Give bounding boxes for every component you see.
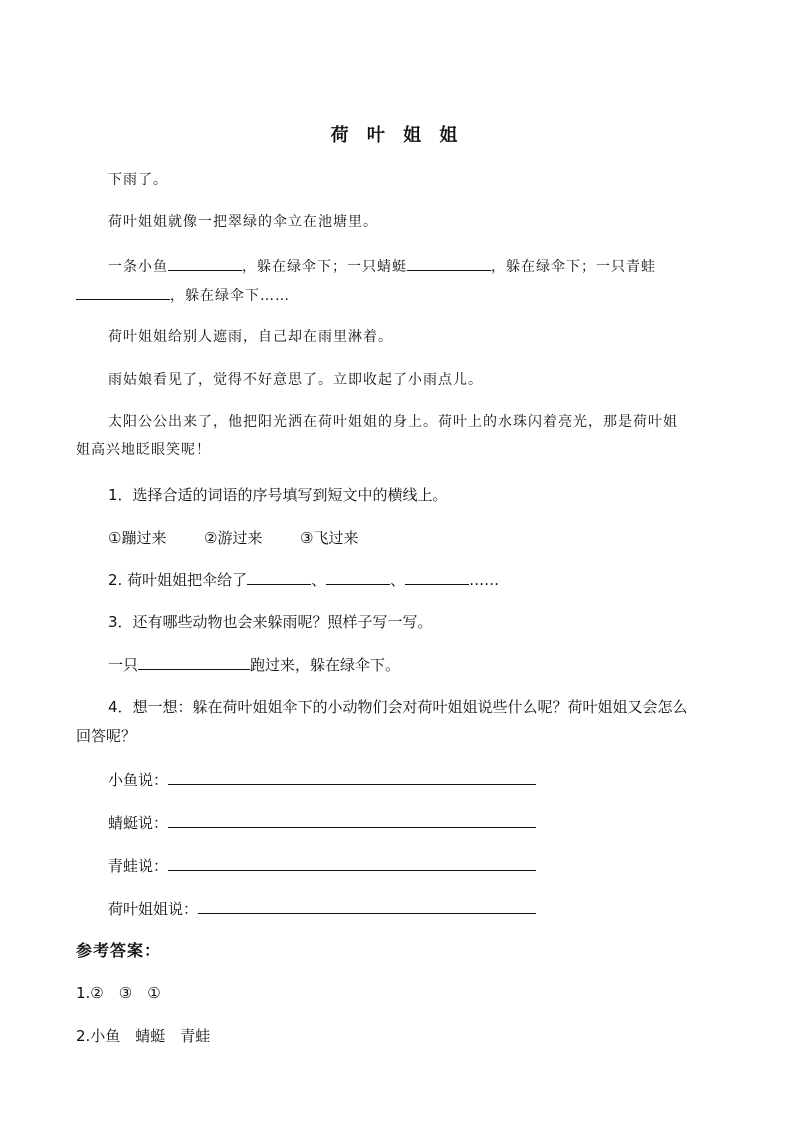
answer-1: 1.② ③ ① <box>76 984 161 1002</box>
story-paragraph-3-cont <box>76 285 290 306</box>
question-3-example <box>108 655 400 675</box>
story-paragraph-5: 雨姑娘看见了，觉得不好意思了。立即收起了小雨点儿。 <box>108 372 483 388</box>
question-4-line-1: 4．想一想：躲在荷叶姐姐伞下的小动物们会对荷叶姐姐说些什么呢？荷叶姐姐又会怎么 <box>108 698 688 716</box>
story-paragraph-6-line-2: 姐高兴地眨眼笑呢！ <box>76 442 211 458</box>
question-1-options <box>108 528 358 548</box>
answer-blank-1[interactable] <box>247 570 311 585</box>
story-p3-part-a: 一条小鱼 <box>108 259 168 275</box>
dragonfly-says-label: 蜻蜓说： <box>108 814 169 832</box>
question-3-prefix: 一只 <box>108 656 139 674</box>
fish-says-line[interactable] <box>168 770 536 785</box>
question-3-suffix: 跑过来，躲在绿伞下。 <box>250 656 401 674</box>
answer-blank-3[interactable] <box>405 570 469 585</box>
question-3: 3．还有哪些动物也会来躲雨呢？照样子写一写。 <box>108 613 433 631</box>
story-p3-part-b: ，躲在绿伞下；一只蜻蜓 <box>242 259 407 275</box>
animal-blank[interactable] <box>138 655 250 670</box>
question-2-suffix: …… <box>469 571 500 589</box>
question-2-sep-2: 、 <box>390 571 406 589</box>
story-paragraph-2: 荷叶姐姐就像一把翠绿的伞立在池塘里。 <box>108 214 378 230</box>
question-2-sep-1: 、 <box>311 571 327 589</box>
dragonfly-says-line[interactable] <box>168 813 536 828</box>
frog-says-line[interactable] <box>168 856 536 871</box>
answer-key-heading: 参考答案： <box>76 941 162 960</box>
story-paragraph-6-line-1: 太阳公公出来了，他把阳光洒在荷叶姐姐的身上。荷叶上的水珠闪着亮光，那是荷叶姐 <box>108 414 678 430</box>
dragonfly-says-row <box>108 813 536 833</box>
frog-says-row <box>108 856 536 876</box>
lotus-says-line[interactable] <box>198 899 536 914</box>
story-paragraph-4: 荷叶姐姐给别人遮雨，自己却在雨里淋着。 <box>108 329 393 345</box>
fish-says-row <box>108 770 536 790</box>
lotus-says-row <box>108 899 536 919</box>
page-title: 荷 叶 姐 姐 <box>330 125 464 146</box>
option-3: ③飞过来 <box>300 529 359 547</box>
blank-fish[interactable] <box>168 256 242 271</box>
answer-blank-2[interactable] <box>326 570 390 585</box>
blank-frog[interactable] <box>76 285 170 300</box>
option-2: ②游过来 <box>204 529 263 547</box>
blank-dragonfly[interactable] <box>407 256 491 271</box>
question-2 <box>108 570 499 590</box>
question-1: 1．选择合适的词语的序号填写到短文中的横线上。 <box>108 486 448 504</box>
frog-says-label: 青蛙说： <box>108 857 169 875</box>
story-paragraph-1: 下雨了。 <box>108 172 168 188</box>
answer-2: 2.小鱼 蜻蜓 青蛙 <box>76 1027 211 1045</box>
question-2-prefix: 2. 荷叶姐姐把伞给了 <box>108 571 248 589</box>
story-paragraph-3 <box>108 256 656 277</box>
story-p3-part-c: ，躲在绿伞下；一只青蛙 <box>491 259 656 275</box>
lotus-says-label: 荷叶姐姐说： <box>108 900 199 918</box>
story-p3-part-d: ，躲在绿伞下…… <box>170 288 290 304</box>
option-1: ①蹦过来 <box>108 529 167 547</box>
fish-says-label: 小鱼说： <box>108 771 169 789</box>
question-4-line-2: 回答呢？ <box>76 727 137 745</box>
